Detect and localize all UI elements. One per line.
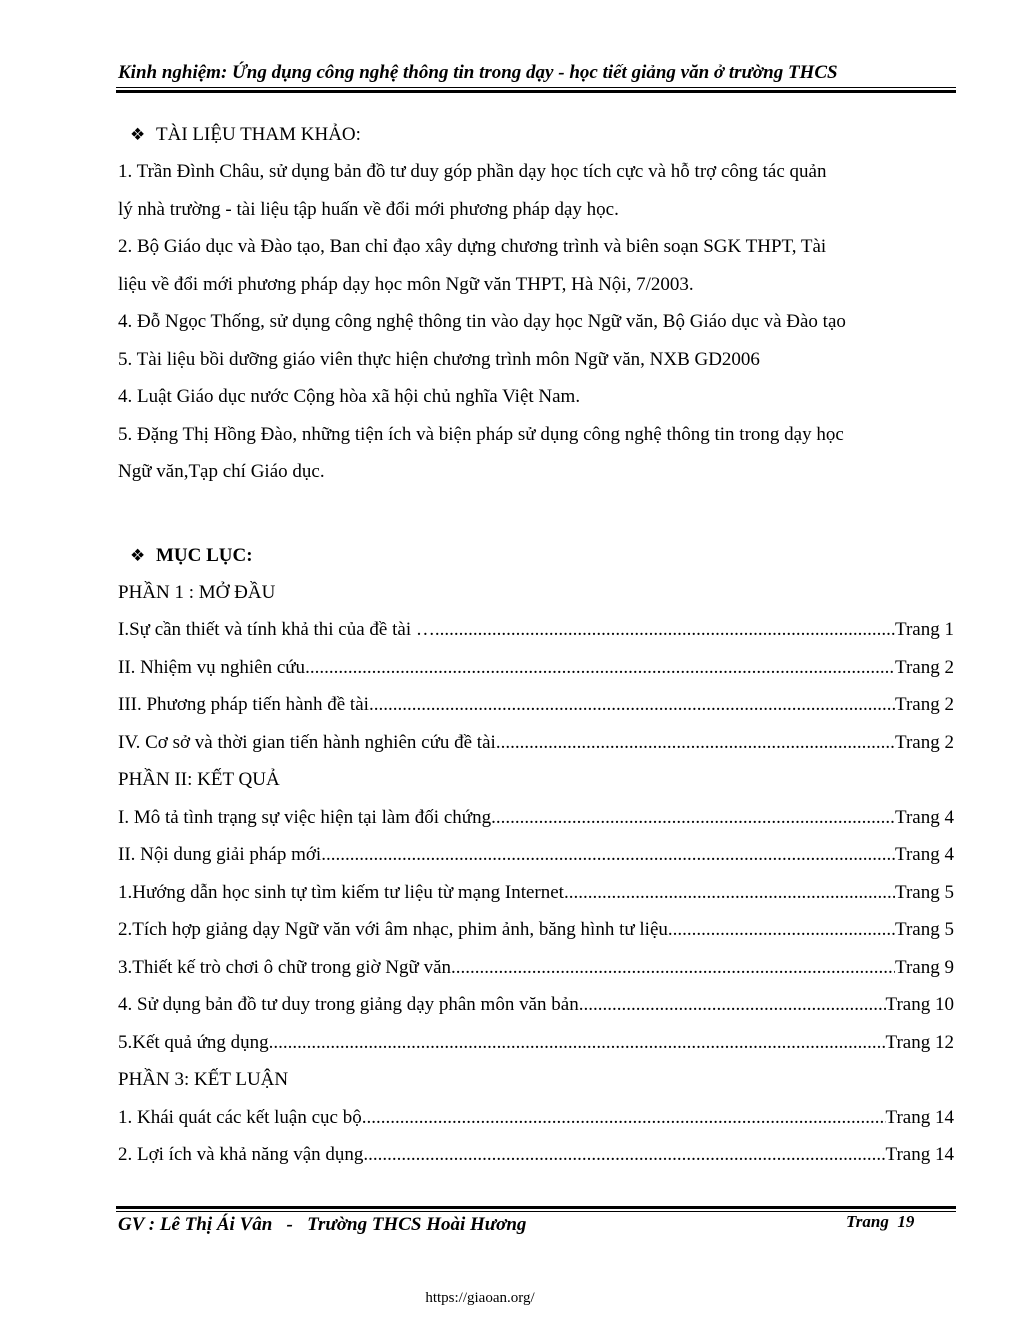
reference-line: 1. Trần Đình Châu, sử dụng bản đồ tư duy góp phần dạy học tích cực và hỗ trợ công tác quản (118, 161, 827, 182)
reference-line: Ngữ văn,Tạp chí Giáo dục. (118, 461, 325, 482)
page-content (118, 116, 954, 1174)
toc-leader-dots (668, 911, 895, 949)
toc-entry-page: Trang 2 (895, 731, 954, 753)
section-spacer (118, 491, 954, 537)
toc-entry-text: 4. Sử dụng bản đồ tư duy trong giảng dạy phân môn văn bản (118, 994, 579, 1015)
toc-entry-page: Trang 4 (895, 844, 954, 865)
toc-entry-text: 3.Thiết kế trò chơi ô chữ trong giờ Ngữ văn (118, 956, 452, 978)
diamond-bullet-icon: ❖ (130, 125, 146, 145)
reference-line: 2. Bộ Giáo dục và Đào tạo, Ban chỉ đạo xây dựng chương trình và biên soạn SGK THPT, Tài (118, 236, 827, 257)
toc-entry-page: Trang 14 (885, 1106, 954, 1128)
toc-entry-page: Trang 14 (885, 1144, 954, 1165)
toc-entry-text: II. Nội dung giải pháp mới (118, 844, 322, 865)
toc-entry-page: Trang 4 (895, 806, 954, 828)
toc-leader-dots (435, 611, 895, 649)
toc-entry[interactable] (118, 611, 954, 649)
toc-leader-dots (321, 836, 895, 874)
reference-line: 5. Tài liệu bồi dưỡng giáo viên thực hiện chương trình môn Ngữ văn, NXB GD2006 (118, 348, 760, 370)
references-heading-text: TÀI LIỆU THAM KHẢO: (156, 124, 361, 145)
toc-entry-text: 1. Khái quát các kết luận cục bộ (118, 1106, 362, 1128)
reference-line: 4. Luật Giáo dục nước Cộng hòa xã hội chủ nghĩa Việt Nam. (118, 386, 581, 407)
toc-entry[interactable] (118, 1136, 954, 1174)
toc-entry[interactable] (118, 724, 954, 762)
running-header-title: Kinh nghiệm: Ứng dụng công nghệ thông tin trong dạy - học tiết giảng văn ở trường THCS (118, 62, 838, 83)
reference-line: liệu về đổi mới phương pháp dạy học môn Ngữ văn THPT, Hà Nội, 7/2003. (118, 273, 694, 295)
toc-entry-page: Trang 5 (895, 881, 954, 903)
toc-heading (118, 537, 954, 574)
toc-entry-page: Trang 5 (895, 919, 954, 940)
toc-part-title: PHẦN II: KẾT QUẢ (118, 769, 280, 790)
toc-entry-page: Trang 12 (885, 1031, 954, 1053)
diamond-bullet-icon: ❖ (130, 545, 146, 566)
toc-leader-dots (579, 986, 886, 1024)
toc-leader-dots (363, 1136, 885, 1174)
toc-entry[interactable] (118, 949, 954, 987)
toc-leader-dots (362, 1099, 886, 1137)
toc-entry[interactable] (118, 1099, 954, 1137)
toc-leader-dots (496, 724, 895, 762)
reference-line: 4. Đỗ Ngọc Thống, sử dụng công nghệ thông tin vào dạy học Ngữ văn, Bộ Giáo dục và Đào tạo (118, 311, 846, 332)
toc-leader-dots (305, 649, 895, 687)
toc-entry-text: 5.Kết quả ứng dụng (118, 1031, 269, 1053)
toc-leader-dots (269, 1024, 886, 1062)
toc-entry-text: 1.Hướng dẫn học sinh tự tìm kiếm tư liệu từ mạng Internet (118, 881, 564, 903)
toc-entry[interactable] (118, 911, 954, 949)
toc-entry[interactable] (118, 874, 954, 912)
toc-entry-text: III. Phương pháp tiến hành đề tài (118, 694, 369, 715)
toc-part-title: PHẦN 1 : MỞ ĐẦU (118, 581, 276, 603)
toc-entry[interactable] (118, 1024, 954, 1062)
toc-entry[interactable] (118, 799, 954, 837)
toc-part-title: PHẦN 3: KẾT LUẬN (118, 1069, 289, 1090)
header-rule-thin (116, 87, 956, 88)
toc-entry[interactable] (118, 986, 954, 1024)
reference-line: lý nhà trường - tài liệu tập huấn về đổi mới phương pháp dạy học. (118, 198, 619, 220)
toc-entry-text: 2. Lợi ích và khả năng vận dụng (118, 1144, 364, 1165)
toc-entry-page: Trang 2 (895, 656, 954, 678)
toc-entry-page: Trang 1 (895, 619, 954, 640)
toc-leader-dots (369, 686, 895, 724)
references-list (118, 153, 954, 491)
toc-entry[interactable] (118, 649, 954, 687)
toc-entry[interactable] (118, 686, 954, 724)
toc-leader-dots (564, 874, 895, 912)
footer-rule-thick (116, 1206, 956, 1209)
reference-line: 5. Đặng Thị Hồng Đào, những tiện ích và biện pháp sử dụng công nghệ thông tin trong dạy học (118, 423, 844, 445)
toc-entry-text: 2.Tích hợp giảng dạy Ngữ văn với âm nhạc, phim ảnh, băng hình tư liệu (118, 919, 668, 940)
toc-entry-text: I. Mô tả tình trạng sự việc hiện tại làm đối chứng (118, 806, 492, 828)
references-heading (118, 116, 954, 153)
toc-entry-page: Trang 10 (885, 994, 954, 1015)
toc-entry-text: I.Sự cần thiết và tính khả thi của đề tài … (118, 619, 435, 640)
toc-leader-dots (451, 949, 895, 987)
source-url-link[interactable]: https://giaoan.org/ (425, 1290, 535, 1306)
toc-entry-page: Trang 9 (895, 956, 954, 978)
toc-entry-text: II. Nhiệm vụ nghiên cứu (118, 656, 306, 678)
toc-entry[interactable] (118, 836, 954, 874)
toc-entry-page: Trang 2 (895, 694, 954, 715)
footer-rule-thin (116, 1211, 956, 1212)
header-rule-thick (116, 90, 956, 93)
toc-heading-text: MỤC LỤC: (156, 544, 253, 566)
toc-leader-dots (491, 799, 895, 837)
footer-page-number: Trang 19 (846, 1212, 915, 1231)
footer-author: GV : Lê Thị Ái Vân - Trường THCS Hoài Hương (118, 1214, 527, 1235)
toc-entry-text: IV. Cơ sở và thời gian tiến hành nghiên cứu đề tài (118, 731, 496, 753)
